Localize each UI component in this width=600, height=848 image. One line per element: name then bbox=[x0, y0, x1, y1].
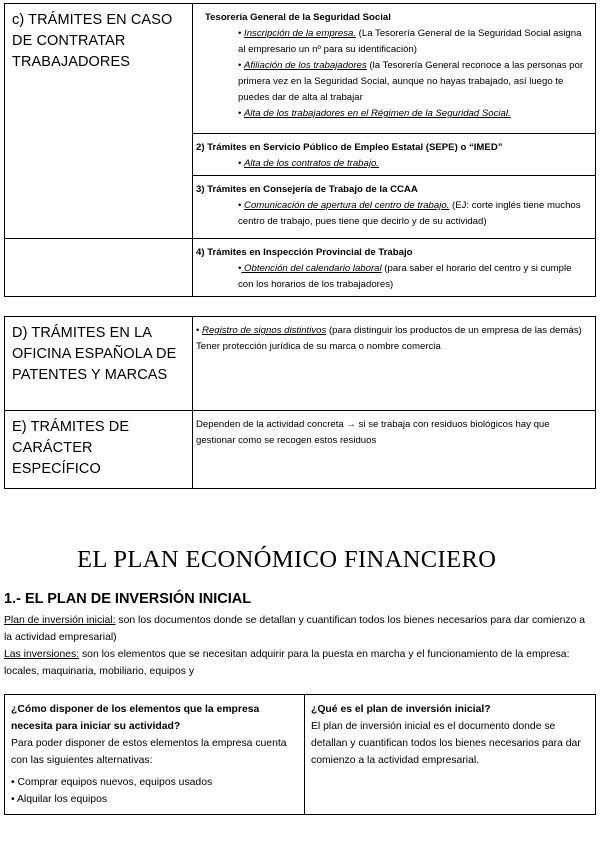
patentes-line-2: Tener protección jurídica de su marca o nombre comercia bbox=[196, 341, 441, 352]
como-disponer-question: ¿Cómo disponer de los elementos que la empresa necesita para iniciar su actividad? bbox=[11, 704, 260, 732]
que-es-plan-text: El plan de inversión inicial es el documento donde se detallan y cuantifican todos los bienes necesarios para dar comienzo a la actividad empresarial. bbox=[311, 721, 581, 766]
table-tramites-trabajadores bbox=[4, 3, 596, 297]
section-paragraphs bbox=[4, 612, 594, 680]
bullet-comprar: • Comprar equipos nuevos, equipos usados bbox=[11, 777, 213, 788]
cell-como-disponer bbox=[5, 695, 305, 815]
link-calendario-laboral[interactable]: Obtención del calendario laboral bbox=[241, 263, 382, 274]
tesoreria-title: Tesorería General de la Seguridad Social bbox=[205, 12, 391, 23]
cell-consejeria bbox=[193, 176, 596, 239]
cell-tesoreria bbox=[193, 4, 596, 134]
que-es-plan-question: ¿Qué es el plan de inversión inicial? bbox=[311, 704, 491, 715]
especifico-text: Dependen de la actividad concreta → si se trabaja con residuos biológicos hay que gestionar como se recogen estos residuos bbox=[196, 419, 550, 446]
cell-especifico bbox=[193, 411, 596, 489]
sepe-bullet-1: • Alta de los contratos de trabajo. bbox=[238, 158, 379, 169]
cell-sepe bbox=[193, 134, 596, 176]
cell-inspeccion bbox=[193, 239, 596, 297]
inspeccion-bullet-1: • Obtención del calendario laboral (para saber el horario del centro y si cumple con los horarios de los trabajadores) bbox=[238, 263, 572, 290]
empty-cell bbox=[5, 239, 193, 297]
consejeria-bullet-1: • Comunicación de apertura del centro de trabajo. (EJ: corte inglés tiene muchos centro de trabajo, pues tiene que decirlo y de su actividad) bbox=[238, 200, 581, 227]
tesoreria-bullet-2: • Afiliación de los trabajadores (la Tesorería General reconoce a las personas por primera vez en la Seguridad Social, aunque no hayas trabajado, así luego te puedes dar de alta al trabajar bbox=[238, 60, 584, 103]
bullet-alquilar: • Alquilar los equipos bbox=[11, 794, 108, 805]
paragraph-inversiones: Las inversiones: son los elementos que se necesitan adquirir para la puesta en marcha y el funcionamiento de la empresa: locales, maquinaria, mobiliario, equipos y bbox=[4, 649, 570, 677]
table-tramites-patentes bbox=[4, 316, 596, 489]
consejeria-title: 3) Trámites en Consejería de Trabajo de la CCAA bbox=[196, 184, 418, 195]
heading-e-especifico: E) TRÁMITES DE CARÁCTER ESPECÍFICO bbox=[5, 411, 193, 489]
cell-patentes bbox=[193, 317, 596, 411]
heading-c-tramites: c) TRÁMITES EN CASO DE CONTRATAR TRABAJADORES bbox=[5, 4, 193, 239]
como-disponer-text: Para poder disponer de estos elementos la empresa cuenta con las siguientes alternativas: bbox=[11, 738, 287, 766]
section-title: EL PLAN ECONÓMICO FINANCIERO bbox=[77, 546, 497, 573]
link-registro-signos[interactable]: Registro de signos distintivos bbox=[202, 325, 327, 336]
tesoreria-bullet-3: • Alta de los trabajadores en el Régimen de la Seguridad Social. bbox=[238, 108, 511, 119]
link-inscripcion[interactable]: Inscripción de la empresa. bbox=[244, 28, 357, 39]
inspeccion-title: 4) Trámites en Inspección Provincial de Trabajo bbox=[196, 247, 413, 258]
link-afiliacion[interactable]: Afiliación de los trabajadores bbox=[244, 60, 367, 71]
tesoreria-bullet-1: • Inscripción de la empresa. (La Tesorería General de la Seguridad Social asigna al empresario un nº para su identificación) bbox=[238, 28, 582, 55]
section-subtitle: 1.- EL PLAN DE INVERSIÓN INICIAL bbox=[4, 591, 252, 607]
sepe-title: 2) Trámites en Servicio Público de Empleo Estatal (SEPE) o “IMED” bbox=[196, 142, 503, 153]
cell-que-es-plan bbox=[305, 695, 596, 815]
link-alta-contratos[interactable]: Alta de los contratos de trabajo. bbox=[244, 158, 379, 169]
link-alta-trabajadores[interactable]: Alta de los trabajadores en el Régimen de la Seguridad Social. bbox=[244, 108, 511, 119]
table-plan-inversion bbox=[4, 694, 596, 815]
paragraph-plan: Plan de inversión inicial: son los documentos donde se detallan y cuantifican todos los bienes necesarios para dar comienzo a la actividad empresarial) bbox=[4, 615, 586, 643]
patentes-line-1: • Registro de signos distintivos (para distinguir los productos de un empresa de las demás) bbox=[196, 325, 582, 336]
heading-d-patentes: D) TRÁMITES EN LA OFICINA ESPAÑOLA DE PATENTES Y MARCAS bbox=[5, 317, 193, 411]
link-comunicacion-apertura[interactable]: Comunicación de apertura del centro de trabajo. bbox=[244, 200, 450, 211]
